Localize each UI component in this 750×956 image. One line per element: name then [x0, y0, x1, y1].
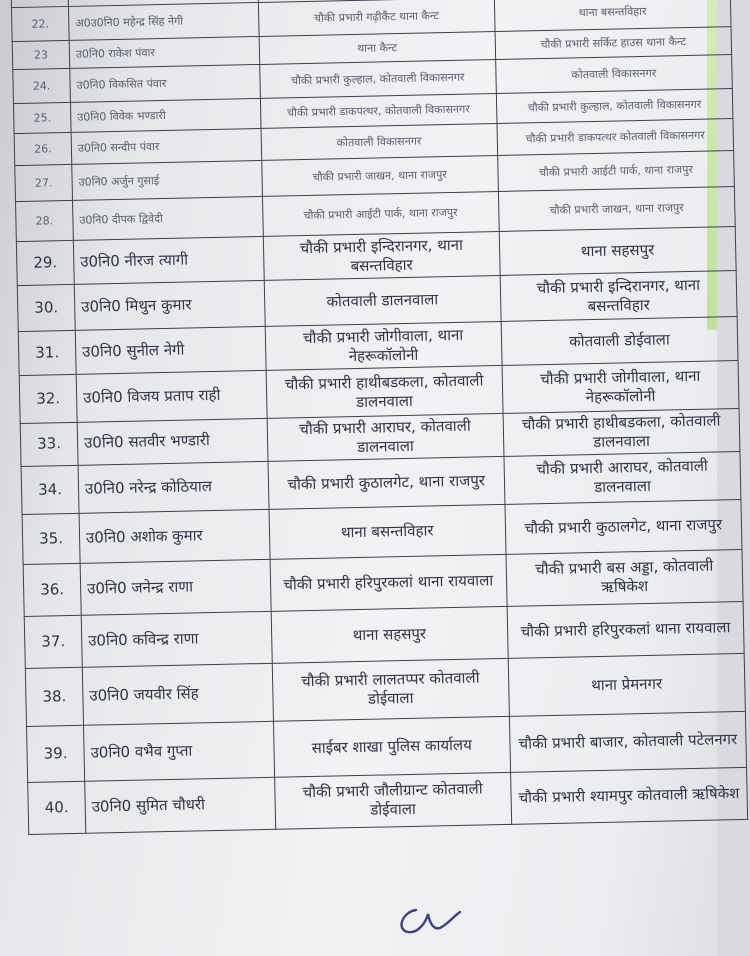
current-posting-cell: चौकी प्रभारी गढ़ीकैंट थाना कैन्ट: [258, 0, 495, 36]
officer-name-cell: उ0नि0 जनेन्द्र राणा: [80, 559, 271, 615]
officer-name-cell: उ0नि0 सतवीर भण्डारी: [77, 418, 267, 464]
new-posting-cell: चौकी प्रभारी कुठालगेट, थाना राजपुर: [505, 499, 742, 554]
current-posting-cell: चौकी प्रभारी आईटी पार्क, थाना राजपुर: [262, 191, 499, 236]
serial-number-cell: 36.: [23, 563, 81, 616]
new-posting-cell: चौकी प्रभारी डाकपत्थर कोतवाली विकासनगर: [497, 119, 734, 156]
current-posting-cell: चौकी प्रभारी आराघर, कोतवाली डालनवाला: [267, 413, 504, 460]
officer-name-cell: उ0नि0 जयवीर सिंह: [82, 663, 273, 725]
current-posting-cell: चौकी प्रभारी हरिपुरकलां थाना रायवाला: [270, 554, 507, 611]
new-posting-cell: चौकी प्रभारी आईटी पार्क, थाना राजपुर: [497, 151, 734, 192]
serial-number-cell: 38.: [25, 667, 83, 726]
officer-name-cell: उ0नि0 विकसित पंवार: [70, 64, 260, 102]
new-posting-cell: चौकी प्रभारी जाखन, थाना राजपुर: [498, 187, 735, 232]
current-posting-cell: चौकी प्रभारी जाखन, थाना राजपुर: [261, 155, 498, 196]
current-posting-cell: कोतवाली डालनवाला: [264, 275, 501, 326]
officer-name-cell: उ0नि0 सन्दीप पंवार: [71, 128, 261, 164]
serial-number-cell: 28.: [16, 200, 74, 241]
new-posting-cell: चौकी प्रभारी हरिपुरकलां थाना रायवाला: [507, 601, 744, 658]
officer-name-cell: उ0नि0 मिथुन कुमार: [74, 280, 265, 330]
new-posting-cell: चौकी प्रभारी हाथीबडकला, कोतवाली डालनवाला: [503, 408, 740, 455]
current-posting-cell: चौकी प्रभारी इन्दिरानगर, थाना बसन्तविहार: [263, 231, 500, 280]
new-posting-cell: चौकी प्रभारी कुल्हाल, कोतवाली विकासनगर: [496, 89, 733, 124]
new-posting-cell: चौकी प्रभारी इन्दिरानगर, थाना बसन्तविहार: [500, 271, 737, 322]
current-posting-cell: साईबर शाखा पुलिस कार्यालय: [273, 716, 510, 777]
serial-number-cell: 30.: [17, 284, 75, 331]
current-posting-cell: चौकी प्रभारी डाकपत्थर, कोतवाली विकासनगर: [260, 94, 497, 129]
current-posting-cell: चौकी प्रभारी जौलीग्रान्ट कोतवाली डोईवाला: [274, 772, 511, 829]
new-posting-cell: थाना बसन्तविहार: [494, 0, 731, 32]
officer-name-cell: उ0नि0 सुमित चौधरी: [85, 777, 276, 833]
serial-number-cell: 32.: [19, 374, 77, 423]
officer-name-cell: उ0नि0 सुनील नेगी: [75, 326, 266, 374]
current-posting-cell: चौकी प्रभारी हाथीबडकला, कोतवाली डालनवाला: [266, 365, 503, 418]
officer-name-cell: उ0नि0 अर्जुन गुसाई: [72, 160, 262, 200]
serial-number-cell: 37.: [24, 615, 82, 668]
current-posting-cell: चौकी प्रभारी कुल्हाल, कोतवाली विकासनगर: [259, 60, 496, 99]
new-posting-cell: चौकी प्रभारी बाजार, कोतवाली पटेलनगर: [509, 711, 746, 772]
current-posting-cell: चौकी प्रभारी जोगीवाला, थाना नेहरूकॉलोनी: [265, 321, 502, 370]
serial-number-cell: 23: [12, 40, 70, 69]
serial-number-cell: 27.: [15, 164, 73, 201]
serial-number-cell: 31.: [18, 330, 76, 375]
serial-number-cell: 29.: [16, 240, 74, 285]
officer-name-cell: उ0नि0 नीरज त्यागी: [73, 236, 264, 284]
serial-number-cell: 25.: [13, 102, 71, 133]
officer-name-cell: अ0उ0नि0 महेन्द्र सिंह नेगी: [68, 2, 258, 40]
current-posting-cell: थाना कैन्ट: [259, 32, 496, 65]
new-posting-cell: चौकी प्रभारी श्यामपुर कोतवाली ऋषिकेश: [510, 767, 747, 824]
new-posting-cell: कोतवाली डोईवाला: [501, 317, 738, 366]
new-posting-cell: चौकी प्रभारी आराघर, कोतवाली डालनवाला: [504, 451, 741, 504]
new-posting-cell: चौकी प्रभारी जोगीवाला, थाना नेहरूकॉलोनी: [502, 361, 739, 414]
serial-number-cell: 33.: [20, 422, 78, 466]
officer-name-cell: उ0नि0 विजय प्रताप राही: [76, 370, 267, 422]
officer-name-cell: उ0नि0 दीपक द्विवेदी: [73, 196, 263, 240]
new-posting-cell: चौकी प्रभारी बस अड्डा, कोतवाली ऋषिकेश: [506, 549, 743, 606]
serial-number-cell: 24.: [13, 68, 71, 103]
current-posting-cell: थाना बसन्तविहार: [269, 504, 506, 559]
new-posting-cell: थाना सहसपुर: [499, 227, 736, 276]
signature-mark: [388, 900, 468, 940]
new-posting-cell: थाना प्रेमनगर: [508, 653, 745, 716]
serial-number-cell: 22.: [11, 6, 69, 41]
officer-name-cell: उ0नि0 राकेश पंवार: [69, 36, 259, 68]
serial-number-cell: 39.: [27, 725, 85, 782]
transfer-table-body: [11, 0, 748, 834]
serial-number-cell: 40.: [28, 781, 86, 834]
officer-name-cell: उ0नि0 वभैव गुप्ता: [83, 721, 274, 781]
current-posting-cell: कोतवाली विकासनगर: [261, 124, 498, 161]
transfer-table: [10, 0, 748, 834]
officer-name-cell: उ0नि0 अशोक कुमार: [79, 509, 270, 563]
current-posting-cell: चौकी प्रभारी कुठालगेट, थाना राजपुर: [268, 456, 505, 509]
officer-name-cell: उ0नि0 नरेन्द्र कोठियाल: [78, 461, 269, 513]
new-posting-cell: चौकी प्रभारी सर्किट हाउस थाना कैन्ट: [495, 27, 732, 60]
current-posting-cell: चौकी प्रभारी लालतप्पर कोतवाली डोईवाला: [272, 658, 509, 721]
serial-number-cell: 26.: [14, 132, 72, 165]
serial-number-cell: 35.: [22, 513, 80, 564]
current-posting-cell: थाना सहसपुर: [271, 606, 508, 663]
officer-name-cell: उ0नि0 कविन्द्र राणा: [81, 611, 272, 667]
officer-name-cell: उ0नि0 विवेक भण्डारी: [70, 98, 260, 132]
serial-number-cell: 34.: [21, 465, 79, 514]
new-posting-cell: कोतवाली विकासनगर: [495, 55, 732, 94]
